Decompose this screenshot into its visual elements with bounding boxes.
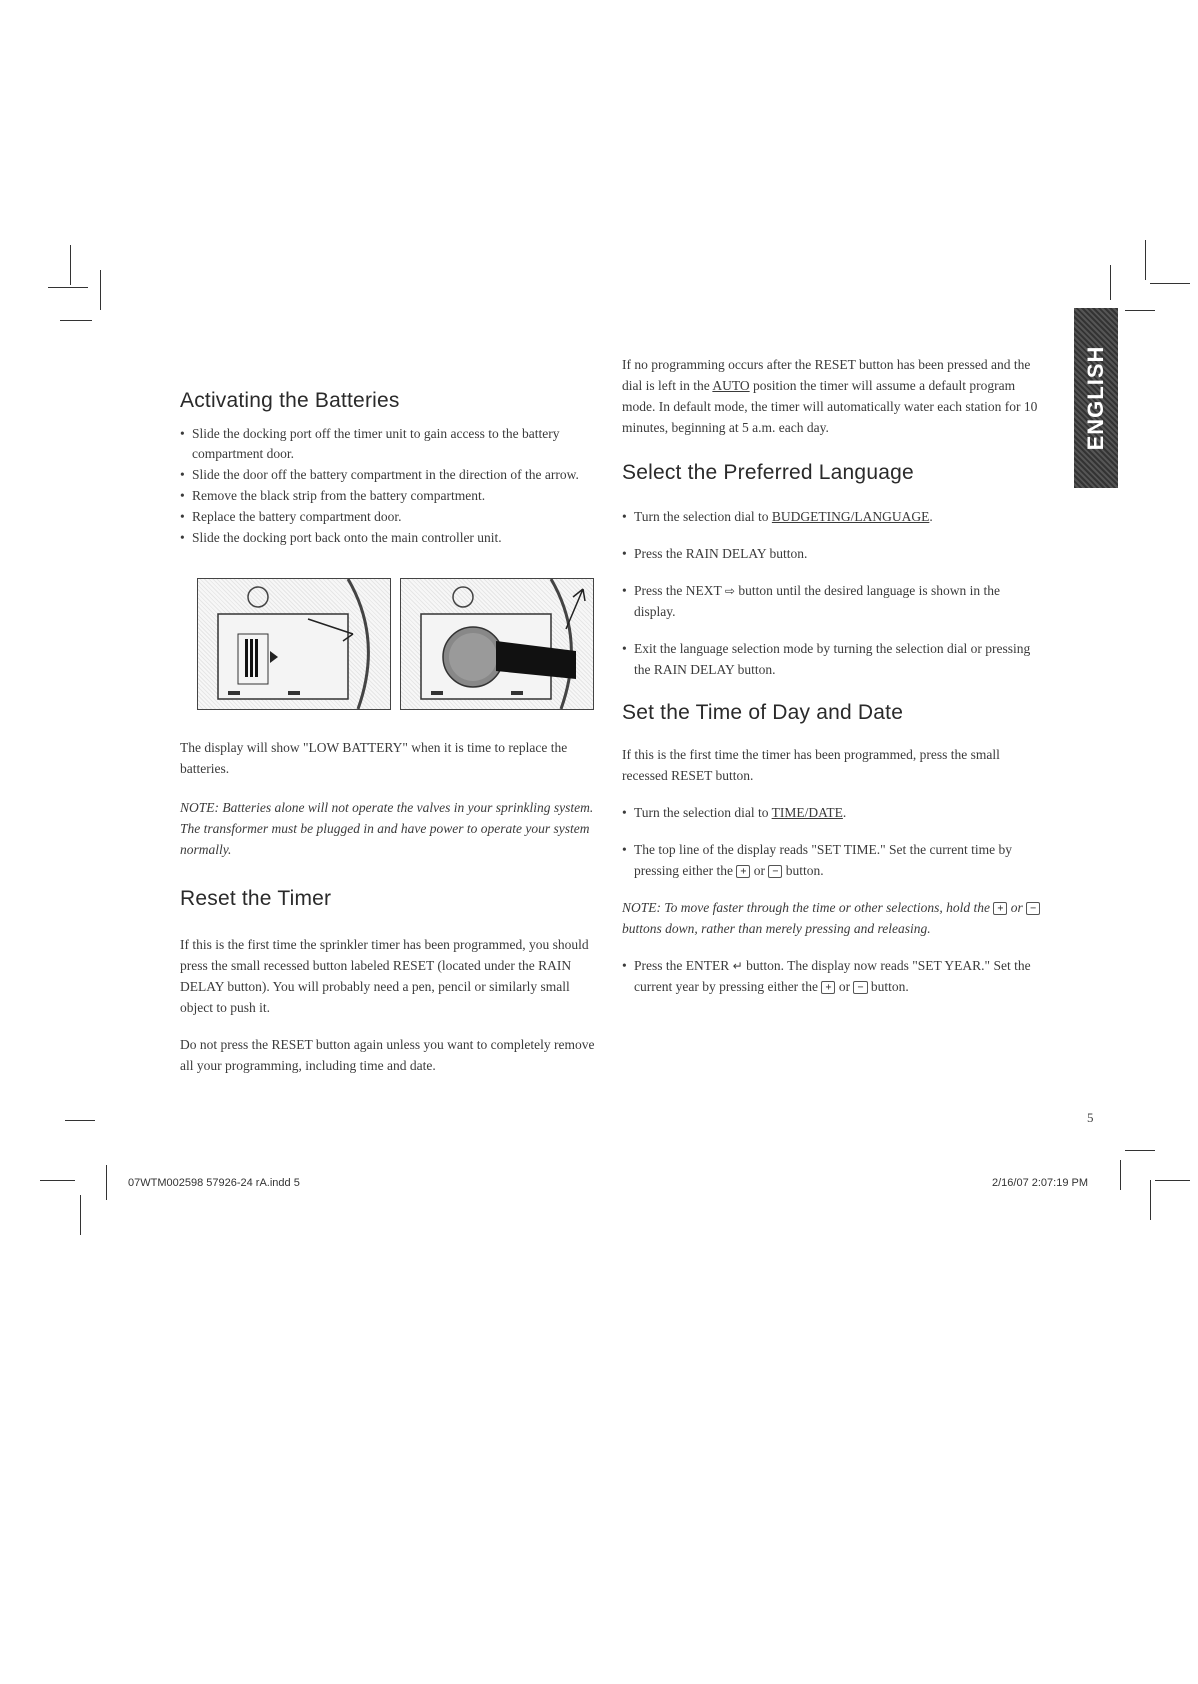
language-steps: [622, 507, 1042, 681]
crop-mark: [1150, 1180, 1151, 1220]
time-date-note: NOTE: To move faster through the time or other selections, hold the + or − buttons down, rather than merely pressing and releasing.: [622, 898, 1042, 940]
plus-button-icon: +: [821, 981, 835, 994]
footer-timestamp: 2/16/07 2:07:19 PM: [992, 1177, 1089, 1189]
crop-mark: [1125, 310, 1155, 311]
left-column: [180, 385, 600, 549]
list-item: • Press the NEXT ⇨ button until the desired language is shown in the display.: [622, 581, 1042, 623]
plus-button-icon: +: [993, 902, 1007, 915]
time-date-steps-continued: [622, 956, 1042, 998]
reset-heading: Reset the Timer: [180, 886, 332, 910]
time-date-heading: Set the Time of Day and Date: [622, 700, 904, 724]
default-mode-text: If no programming occurs after the RESET button has been pressed and the dial is left in the AUTO position the timer will assume a default program mode. In default mode, the timer will automatically water each station for 10 minutes, beginning at 5 a.m. each day.: [622, 357, 1038, 435]
auto-position-label: AUTO: [712, 377, 750, 393]
enter-button-icon: ↵: [732, 958, 743, 973]
list-item: • Press the ENTER ↵ button. The display now reads "SET YEAR." Set the current year by pressing either the + or − button.: [622, 956, 1042, 998]
crop-mark: [100, 270, 101, 310]
minus-button-icon: −: [853, 981, 867, 994]
batteries-note: NOTE: Batteries alone will not operate the valves in your sprinkling system. The transformer must be plugged in and have power to operate your system normally.: [180, 799, 594, 857]
language-heading: Select the Preferred Language: [622, 460, 914, 484]
list-item: • Replace the battery compartment door.: [180, 507, 600, 528]
list-item: • Turn the selection dial to TIME/DATE.: [622, 803, 1042, 824]
minus-button-icon: −: [768, 865, 782, 878]
crop-mark: [1110, 265, 1111, 300]
crop-mark: [1145, 240, 1146, 280]
list-item: • Press the RAIN DELAY button.: [622, 544, 1042, 565]
crop-mark: [1120, 1160, 1121, 1190]
time-date-dial-label: TIME/DATE: [771, 805, 843, 821]
crop-mark: [106, 1165, 107, 1200]
crop-mark: [70, 245, 71, 285]
list-item: • Slide the docking port off the timer unit to gain access to the battery compartment door.: [180, 424, 600, 466]
crop-mark: [60, 320, 92, 321]
page-number: 5: [1087, 1110, 1094, 1125]
crop-mark: [48, 287, 88, 288]
time-date-intro: If this is the first time the timer has been programmed, press the small recessed RESET button.: [622, 747, 1000, 784]
list-item: • Remove the black strip from the battery compartment.: [180, 486, 600, 507]
crop-mark: [1150, 283, 1190, 284]
minus-button-icon: −: [1026, 902, 1040, 915]
batteries-steps: [180, 424, 600, 550]
reset-paragraph-1: If this is the first time the sprinkler timer has been programmed, you should press the small recessed button labeled RESET (located under the RAIN DELAY button). You will probably need a pen, pencil or similarly small object to push it.: [180, 937, 589, 1015]
crop-mark: [80, 1195, 81, 1235]
battery-door-illustration: [197, 578, 391, 710]
time-date-steps: [622, 803, 1042, 882]
batteries-heading: Activating the Batteries: [180, 389, 400, 412]
language-tab-label: ENGLISH: [1083, 345, 1108, 451]
plus-button-icon: +: [736, 865, 750, 878]
battery-compartment-drawing: [401, 579, 593, 709]
list-item: • Turn the selection dial to BUDGETING/LANGUAGE.: [622, 507, 1042, 528]
crop-mark: [1125, 1150, 1155, 1151]
crop-mark: [65, 1120, 95, 1121]
footer-filename: 07WTM002598 57926-24 rA.indd 5: [128, 1177, 300, 1189]
battery-compartment-illustration: [400, 578, 594, 710]
list-item: • Exit the language selection mode by turning the selection dial or pressing the RAIN DELAY button.: [622, 639, 1042, 681]
next-button-icon: ⇨: [724, 584, 735, 599]
list-item: • Slide the door off the battery compartment in the direction of the arrow.: [180, 465, 600, 486]
list-item: • The top line of the display reads "SET TIME." Set the current time by pressing either the + or − button.: [622, 840, 1042, 882]
low-battery-text: The display will show "LOW BATTERY" when it is time to replace the batteries.: [180, 740, 568, 776]
list-item: • Slide the docking port back onto the main controller unit.: [180, 528, 600, 549]
right-column: [622, 355, 1042, 1014]
crop-mark: [1155, 1180, 1190, 1181]
battery-door-drawing: [198, 579, 390, 709]
budgeting-language-dial-label: BUDGETING/LANGUAGE: [771, 509, 930, 525]
left-column-lower: [180, 738, 600, 1077]
reset-paragraph-2: Do not press the RESET button again unless you want to completely remove all your programming, including time and date.: [180, 1036, 595, 1073]
crop-mark: [40, 1180, 75, 1181]
language-tab: [1074, 308, 1118, 488]
